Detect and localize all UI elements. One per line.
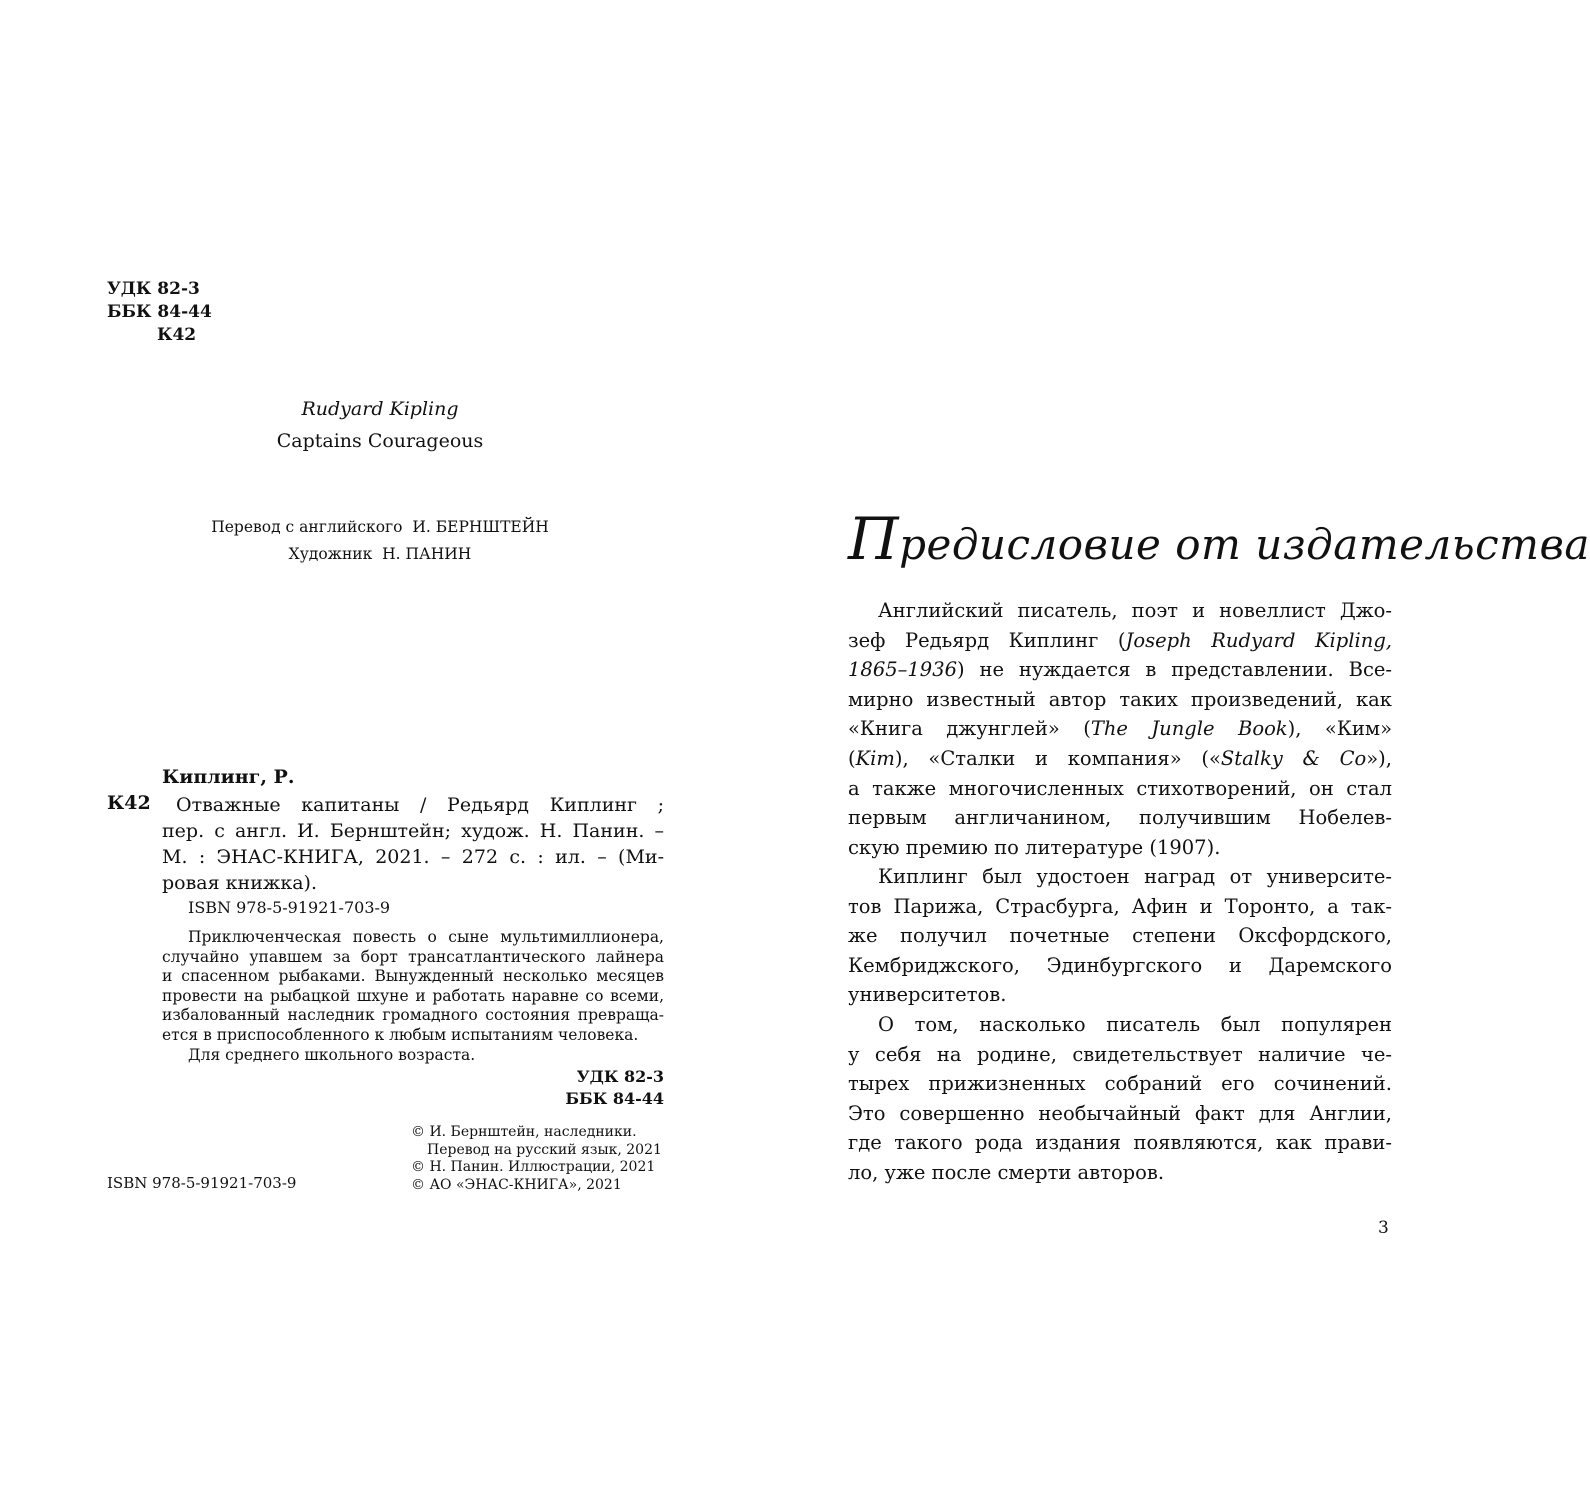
copyright-line: © АО «ЭНАС-КНИГА», 2021: [411, 1176, 622, 1193]
paragraph-line: где такого рода издания появляются, как прави-: [848, 1131, 1392, 1155]
paragraph-line: Киплинг был удостоен наград от университе-: [878, 865, 1392, 888]
catalog-line: М. : ЭНАС-КНИГА, 2021. – 272 с. : ил. – (Ми-: [162, 846, 664, 868]
catalog-line: пер. с англ. И. Бернштейн; худож. Н. Панин. –: [162, 820, 664, 842]
italic-span: Kim: [855, 746, 895, 770]
paragraph-line: [848, 744, 1392, 774]
preface-paragraph-2: [848, 862, 1392, 1010]
copyright-line: © И. Бернштейн, наследники.: [411, 1124, 637, 1140]
paragraph-line: [848, 626, 1392, 656]
paragraph-line: скую премию по литературе (1907).: [848, 835, 1221, 859]
annotation-line: ется в приспособленного к любым испытаниям человека.: [162, 1025, 639, 1044]
paragraph-line: университетов.: [848, 983, 1007, 1007]
annotation-line: избалованный наследник громадного состояния превраща-: [162, 1006, 664, 1025]
preface-title-rest: редисловие от издательства: [899, 520, 1590, 569]
italic-span: Joseph Rudyard Kipling,: [1125, 628, 1392, 652]
library-codes: [107, 278, 212, 347]
paragraph-line: [848, 714, 1392, 744]
catalog-codes: [470, 1066, 664, 1110]
catalog-isbn: ISBN 978-5-91921-703-9: [188, 898, 391, 917]
annotation-line: случайно упавшем за борт трансатлантического лайнера: [162, 947, 664, 966]
text-span: ), «Сталки и компания» («: [894, 746, 1221, 770]
text-span: зеф Редьярд Киплинг (: [848, 628, 1126, 652]
text-span: ) не нуждается в представлении. Все-: [957, 658, 1392, 682]
catalog-description: [162, 792, 664, 896]
paragraph-line: О том, насколько писатель был популярен: [878, 1013, 1392, 1036]
copyright-line: Перевод на русский язык, 2021: [427, 1141, 662, 1158]
preface-paragraph-1: [848, 596, 1392, 862]
udk-code: УДК 82-3: [107, 279, 200, 299]
italic-span: Stalky & Co: [1220, 746, 1367, 770]
paragraph-line: у себя на родине, свидетельствует наличие че-: [848, 1042, 1392, 1066]
paragraph-line: [848, 655, 1392, 685]
author-mark: К42: [157, 325, 197, 345]
audience-note: Для среднего школьного возраста.: [188, 1045, 476, 1064]
paragraph-line: мирно известный автор таких произведений, как: [848, 687, 1392, 711]
paragraph-line: а также многочисленных стихотворений, он стал: [848, 776, 1392, 800]
original-title: Captains Courageous: [276, 430, 484, 452]
illustrator-credit: Художник Н. ПАНИН: [288, 545, 472, 563]
preface-title: [848, 505, 1590, 573]
annotation-line: и спасенном рыбаками. Вынужденный несколько месяцев: [162, 967, 664, 986]
paragraph-line: Это совершенно необычайный факт для Англии,: [848, 1101, 1392, 1125]
catalog-author-heading: Киплинг, Р.: [162, 766, 295, 788]
page-number: 3: [1378, 1218, 1389, 1238]
catalog-line: ровая книжка).: [162, 872, 317, 894]
text-span: (: [848, 746, 856, 770]
annotation-line: провести на рыбацкой шхуне и работать наравне со всеми,: [162, 986, 664, 1005]
catalog-line: Отважные капитаны / Редьярд Киплинг ;: [176, 794, 664, 816]
preface-paragraph-3: [848, 1010, 1392, 1188]
catalog-annotation: [162, 928, 664, 1065]
text-span: ), «Ким»: [1287, 717, 1392, 741]
paragraph-line: ло, уже после смерти авторов.: [848, 1160, 1165, 1184]
catalog-udk: УДК 82-3: [576, 1067, 664, 1086]
paragraph-line: тов Парижа, Страсбурга, Афин и Торонто, а так-: [848, 894, 1392, 918]
isbn-bottom: ISBN 978-5-91921-703-9: [107, 1174, 297, 1192]
annotation-line: Приключенческая повесть о сыне мультимиллионера,: [188, 928, 664, 946]
catalog-mark: К42: [107, 792, 151, 814]
translation-credit: Перевод с английского И. БЕРНШТЕЙН: [211, 518, 549, 536]
paragraph-line: первым англичанином, получившим Нобелев-: [848, 806, 1392, 830]
paragraph-line: тырех прижизненных собраний его сочинений.: [848, 1072, 1392, 1096]
text-span: «Книга джунглей» (: [848, 717, 1091, 741]
italic-span: The Jungle Book: [1090, 717, 1288, 741]
copyright-line: © Н. Панин. Иллюстрации, 2021: [411, 1159, 656, 1175]
bbk-code: ББК 84-44: [107, 302, 212, 322]
paragraph-line: же получил почетные степени Оксфордского,: [848, 924, 1392, 948]
copyright-block: [411, 1124, 662, 1194]
paragraph-line: Английский писатель, поэт и новеллист Джо-: [878, 599, 1392, 622]
paragraph-line: Кембриджского, Эдинбургского и Даремского: [848, 953, 1392, 977]
catalog-bbk: ББК 84-44: [565, 1089, 664, 1108]
preface-title-initial: П: [848, 505, 900, 573]
italic-span: 1865–1936: [848, 658, 958, 682]
original-author: Rudyard Kipling: [301, 398, 459, 420]
text-span: »),: [1366, 746, 1392, 770]
